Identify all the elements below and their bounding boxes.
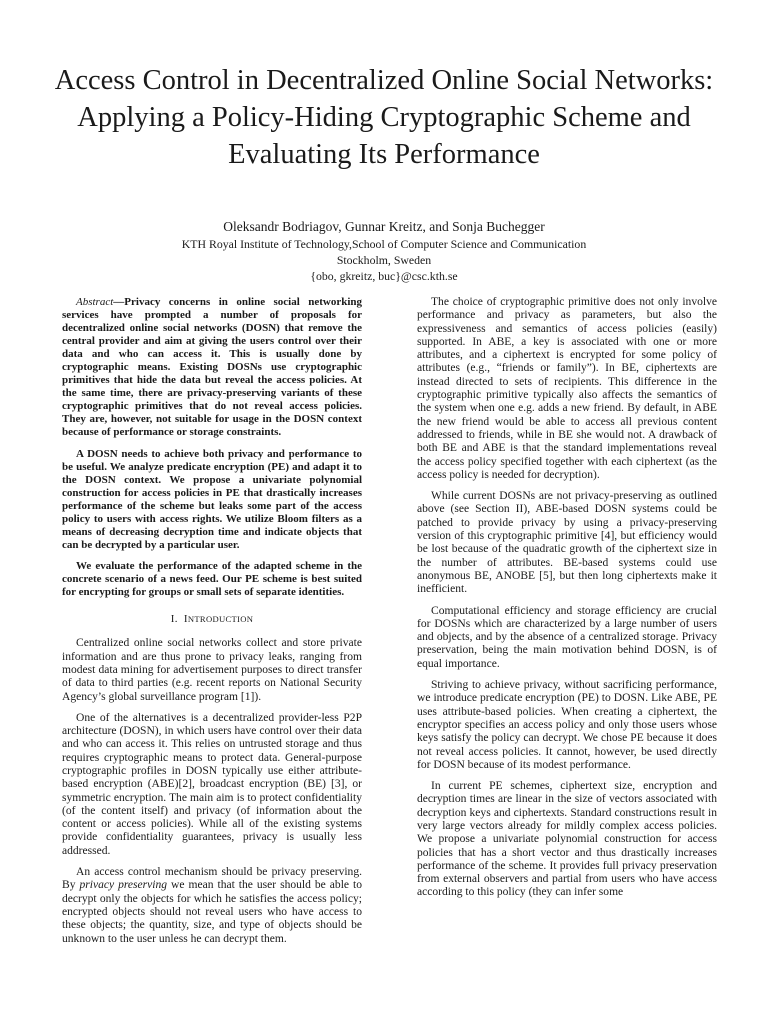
author-list: Oleksandr Bodriagov, Gunnar Kreitz, and Sonja Buchegger [223,219,545,234]
section-heading-introduction [62,613,362,626]
abstract-text: —Privacy concerns in online social networking services have prompted a number of proposals for decentralized online social networks (DOSN) that remove the central provider and aim at giving the users control over their data and who can access it. This is usually done by cryptographic means. Existing DOSNs use cryptographic primitives that hide the data but reveal the access policies. At the same time, there are privacy-preserving variants of these cryptographic primitives that do not reveal access policies. They are, however, not suitable for usage in the DOSN context because of performance or storage constraints. [62,296,362,439]
body-paragraph: Centralized online social networks collect and store private information and are thus prone to privacy leaks, ranging from modest data mining for advertisement purposes to direct transfer of data to third parties (e.g. recent reports on National Security Agency’s global surveillance program [1]). [62,637,362,703]
affiliation-location: Stockholm, Sweden [336,253,432,267]
abstract-paragraph: A DOSN needs to achieve both privacy and performance to be useful. We analyze predicate encryption (PE) and adapt it to the DOSN context. We propose a univariate polynomial construction for access policies in PE that drastically increases performance of the scheme but leaks some part of the access policy to users with access rights. We utilize Bloom filters as a means of decreasing decryption time and indicate objects that can be decrypted by a particular user. [62,447,362,551]
abstract-paragraph: We evaluate the performance of the adapted scheme in the concrete scenario of a news feed. Our PE scheme is best suited for encrypting for groups or small sets of separate identities. [62,559,362,598]
body-paragraph: The choice of cryptographic primitive does not only involve performance and privacy as parameters, but also the expressiveness and semantics of access policies (easily) supported. In ABE, a key is associated with one or more attributes, and a ciphertext is encrypted for some policy of attributes (e.g., “friends or family”). In BE, ciphertexts are instead directed to sets of recipients. This difference in the cryptographic primitive typically also affects the semantics of the system when one e.g. adds a new friend. By default, in ABE the new friend would be able to access all previous content addressed to friends, while in BE she would not. A drawback of both BE and ABE is that the standard implementations reveal the access policy specified together with each ciphertext (as the access policy is needed for decryption). [417,296,717,481]
body-paragraph: One of the alternatives is a decentralized provider-less P2P architecture (DOSN), in which users have control over their data and who can access it. This relies on untrusted storage and thus requires cryptographic means to protect data. General-purpose cryptographic profiles in DOSN typically use either attribute-based encryption (ABE)[2], broadcast encryption (BE) [3], or symmetric encryption. The main aim is to protect confidentiality (of the content itself) and privacy (of information about the content or access policies). While all of the existing systems provide confidentiality guarantees, privacy is usually less addressed. [62,711,362,857]
section-number: I. [170,613,178,626]
emphasis: privacy preserving [79,879,168,892]
body-paragraph: While current DOSNs are not privacy-preserving as outlined above (see Section II), ABE-based DOSN systems could be patched to provide privacy by using a privacy-preserving version of this cryptographic primitive [4], but efficiency would be lost because of the quadratic growth of the ciphertext size in the number of attributes. BE-based systems could use anonymous BE, ANOBE [5], but then long ciphertexts make it inefficient. [417,490,717,596]
right-column [417,296,717,908]
body-paragraph: In current PE schemes, ciphertext size, encryption and decryption times are linear in the size of vectors associated with decryption keys and ciphertexts. Standard constructions result in very large vectors already for mildly complex access policies. We propose a univariate polynomial construction for access policies that has a short vector and thus drastically increases performance of the scheme. It provides full privacy preservation from external observers and partial from users who have access according to this policy (they can infer some [417,780,717,899]
affiliation-institution: KTH Royal Institute of Technology,School of Computer Science and Communication [181,237,587,251]
abstract-paragraph [62,296,362,440]
paper-title: Access Control in Decentralized Online Social Networks: Applying a Policy-Hiding Cryptographic Scheme and Evaluating Its Performance [54,65,714,170]
body-paragraph: Striving to achieve privacy, without sacrificing performance, we introduce predicate encryption (PE) to DOSN. Like ABE, PE uses attribute-based policies. When creating a ciphertext, the encryptor specifies an access policy and only those users whose keys satisfy the policy can decrypt. We chose PE because it does not reveal access policies. It cannot, however, be used directly for DOSN because of its modest performance. [417,679,717,771]
left-column [62,296,362,954]
section-title: INTRODUCTION [183,613,254,626]
abstract [62,296,362,599]
affiliation [40,236,728,284]
body-paragraph: Computational efficiency and storage efficiency are crucial for DOSNs which are characterized by a large number of users and objects, and by the absence of a centralized storage. Privacy preservation, being the main motivation behind DOSN, is of equal importance. [417,604,717,670]
affiliation-email: {obo, gkreitz, buc}@csc.kth.se [310,269,458,283]
body-paragraph: An access control mechanism should be privacy preserving. By privacy preserving we mean that the user should be able to decrypt only the objects for which he satisfies the access policy; encrypted objects should not reveal users who have access to these objects; the quantity, size, and type of objects should be unknown to the user unless he can decrypt them. [62,866,362,945]
abstract-label: Abstract [76,296,114,308]
